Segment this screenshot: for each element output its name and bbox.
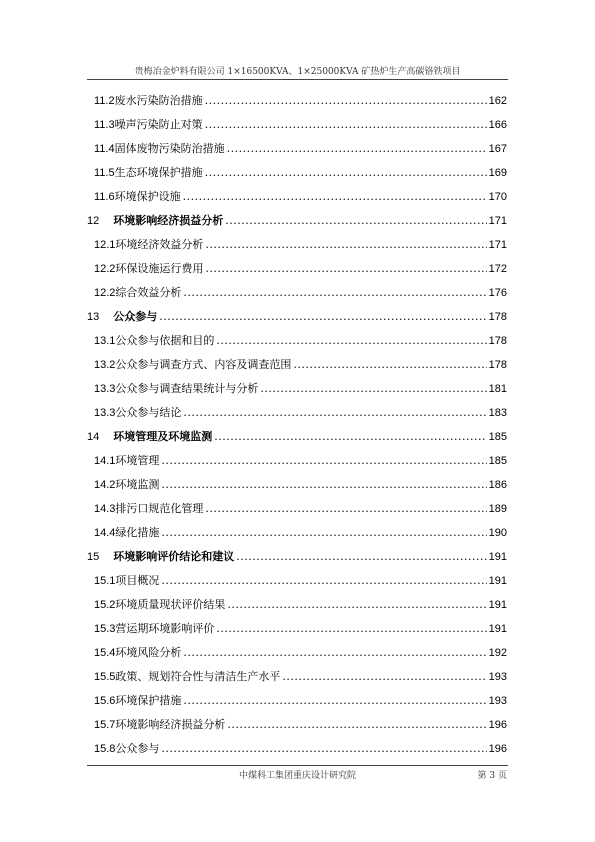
toc-entry-title: 噪声污染防止对策 <box>114 118 203 131</box>
toc-entry-page: 167 <box>488 143 507 155</box>
toc-entry-title: 环境风险分析 <box>115 646 182 659</box>
toc-dot-leader <box>205 257 486 281</box>
toc-dot-leader <box>216 617 486 641</box>
toc-entry-title: 环境保护设施 <box>114 190 181 203</box>
toc-entry-number: 15.8 <box>94 743 116 755</box>
toc-entry-title: 环境监测 <box>115 478 160 491</box>
toc-entry-number: 12.1 <box>94 239 116 251</box>
toc-entry[interactable] <box>87 425 507 449</box>
toc-entry-number: 14.2 <box>94 479 116 491</box>
toc-dot-leader <box>183 689 486 713</box>
toc-entry-number: 13 <box>87 311 100 323</box>
toc-dot-leader <box>293 353 486 377</box>
toc-dot-leader <box>183 641 486 665</box>
toc-entry-page: 191 <box>488 575 507 587</box>
toc-dot-leader <box>205 233 486 257</box>
toc-entry-number: 15.5 <box>94 671 116 683</box>
toc-dot-leader <box>161 569 486 593</box>
toc-entry[interactable] <box>87 449 507 473</box>
toc-entry-page: 171 <box>488 239 507 251</box>
toc-entry[interactable] <box>87 713 507 737</box>
toc-entry-title: 公众参与调查方式、内容及调查范围 <box>115 358 292 371</box>
toc-entry-number: 15.1 <box>94 575 116 587</box>
toc-entry-number: 11.4 <box>94 143 115 155</box>
toc-entry-number: 11.6 <box>94 191 115 203</box>
toc-entry-title: 综合效益分析 <box>115 286 182 299</box>
toc-dot-leader <box>159 305 486 329</box>
toc-entry[interactable] <box>87 521 507 545</box>
toc-entry-page: 191 <box>488 623 507 635</box>
toc-entry-number: 13.1 <box>94 335 116 347</box>
toc-entry[interactable] <box>87 353 507 377</box>
toc-entry-number: 12.2 <box>94 263 116 275</box>
toc-entry-page: 178 <box>488 359 507 371</box>
toc-entry-title: 废水污染防治措施 <box>114 94 203 107</box>
toc-dot-leader <box>205 113 487 137</box>
toc-entry[interactable] <box>87 569 507 593</box>
toc-dot-leader <box>205 497 486 521</box>
toc-dot-leader <box>214 425 486 449</box>
toc-entry-page: 189 <box>488 503 507 515</box>
toc-entry-title: 公众参与调查结果统计与分析 <box>115 382 259 395</box>
toc-dot-leader <box>227 137 487 161</box>
toc-entry-title: 营运期环境影响评价 <box>115 622 215 635</box>
toc-entry-number: 15.2 <box>94 599 116 611</box>
toc-entry-page: 193 <box>488 695 507 707</box>
toc-entry-page: 191 <box>488 599 507 611</box>
toc-entry[interactable] <box>87 305 507 329</box>
toc-entry-page: 169 <box>488 167 507 179</box>
toc-entry-page: 185 <box>488 431 507 443</box>
toc-entry[interactable] <box>87 665 507 689</box>
toc-entry-number: 12 <box>87 215 100 227</box>
toc-dot-leader <box>216 329 486 353</box>
toc-entry-number: 11.3 <box>94 119 115 131</box>
toc-entry[interactable] <box>87 617 507 641</box>
toc-entry-number: 11.5 <box>94 167 115 179</box>
toc-dot-leader <box>161 521 486 545</box>
toc-entry[interactable] <box>87 89 507 113</box>
toc-entry-number: 15.4 <box>94 647 116 659</box>
toc-entry[interactable] <box>87 545 507 569</box>
toc-entry[interactable] <box>87 161 507 185</box>
toc-entry-number: 14.4 <box>94 527 116 539</box>
toc-entry[interactable] <box>87 473 507 497</box>
toc-entry-title: 排污口规范化管理 <box>115 502 204 515</box>
toc-entry-page: 162 <box>488 95 507 107</box>
toc-entry-title: 生态环境保护措施 <box>114 166 203 179</box>
toc-entry-page: 170 <box>488 191 507 203</box>
toc-entry[interactable] <box>87 113 507 137</box>
toc-entry-number: 11.2 <box>94 95 115 107</box>
toc-entry-page: 186 <box>488 479 507 491</box>
toc-entry-title: 环境影响经济损益分析 <box>115 718 226 731</box>
toc-dot-leader <box>260 377 486 401</box>
toc-entry-number: 13.3 <box>94 383 116 395</box>
toc-entry[interactable] <box>87 209 507 233</box>
toc-entry-number: 15 <box>87 551 100 563</box>
toc-entry-title: 项目概况 <box>115 574 160 587</box>
toc-dot-leader <box>183 281 486 305</box>
toc-dot-leader <box>161 449 486 473</box>
toc-entry[interactable] <box>87 641 507 665</box>
toc-entry-number: 14.3 <box>94 503 116 515</box>
toc-entry-title: 绿化措施 <box>115 526 160 539</box>
toc-dot-leader <box>205 89 487 113</box>
toc-entry[interactable] <box>87 593 507 617</box>
toc-entry[interactable] <box>87 377 507 401</box>
toc-dot-leader <box>236 545 486 569</box>
toc-entry[interactable] <box>87 257 507 281</box>
toc-entry[interactable] <box>87 689 507 713</box>
toc-entry[interactable] <box>87 281 507 305</box>
toc-entry-title: 环境管理 <box>115 454 160 467</box>
toc-entry-number: 14.1 <box>94 455 116 467</box>
toc-entry[interactable] <box>87 233 507 257</box>
footer-divider <box>87 765 508 766</box>
toc-entry-number: 13.2 <box>94 359 116 371</box>
page-header: 贵梅冶金炉料有限公司 1×16500KVA、1×25000KVA 矿热炉生产高碳铬铁项目 <box>134 67 461 77</box>
toc-entry-page: 191 <box>488 551 507 563</box>
toc-entry-page: 178 <box>488 335 507 347</box>
toc-entry-title: 环境影响经济损益分析 <box>113 214 224 227</box>
toc-entry-page: 196 <box>488 719 507 731</box>
table-of-contents <box>87 89 507 761</box>
toc-entry-number: 15.6 <box>94 695 116 707</box>
toc-entry-page: 176 <box>488 287 507 299</box>
toc-entry-page: 193 <box>488 671 507 683</box>
footer-organization: 中煤科工集团重庆设计研究院 <box>238 771 356 781</box>
toc-entry-page: 178 <box>488 311 507 323</box>
toc-entry[interactable] <box>87 401 507 425</box>
toc-dot-leader <box>225 209 486 233</box>
toc-entry-page: 196 <box>488 743 507 755</box>
toc-entry-number: 15.7 <box>94 719 116 731</box>
toc-dot-leader <box>227 713 486 737</box>
toc-entry-page: 166 <box>488 119 507 131</box>
toc-entry-page: 181 <box>488 383 507 395</box>
toc-dot-leader <box>183 401 486 425</box>
toc-entry-page: 183 <box>488 407 507 419</box>
toc-entry-title: 环境质量现状评价结果 <box>115 598 226 611</box>
toc-entry-number: 14 <box>87 431 100 443</box>
header-divider <box>87 79 508 80</box>
toc-entry-page: 172 <box>488 263 507 275</box>
toc-entry-page: 185 <box>488 455 507 467</box>
toc-entry-title: 公众参与依据和目的 <box>115 334 215 347</box>
toc-entry-title: 环境经济效益分析 <box>115 238 204 251</box>
toc-entry-title: 环境保护措施 <box>115 694 182 707</box>
footer-page-number: 第 3 页 <box>477 771 507 781</box>
toc-entry-title: 环保设施运行费用 <box>115 262 204 275</box>
toc-entry[interactable] <box>87 185 507 209</box>
toc-entry-page: 192 <box>488 647 507 659</box>
toc-dot-leader <box>205 161 487 185</box>
toc-entry-number: 15.3 <box>94 623 116 635</box>
toc-entry-title: 公众参与 <box>115 742 160 755</box>
toc-entry-title: 固体废物污染防治措施 <box>114 142 225 155</box>
toc-entry-page: 190 <box>488 527 507 539</box>
toc-dot-leader <box>161 473 486 497</box>
toc-dot-leader <box>282 665 486 689</box>
toc-entry-number: 12.2 <box>94 287 116 299</box>
toc-entry-number: 13.3 <box>94 407 116 419</box>
toc-entry-title: 环境影响评价结论和建议 <box>113 550 235 563</box>
toc-entry[interactable] <box>87 329 507 353</box>
toc-entry-title: 环境管理及环境监测 <box>113 430 213 443</box>
toc-entry-page: 171 <box>488 215 507 227</box>
toc-dot-leader <box>183 185 487 209</box>
toc-dot-leader <box>161 737 486 761</box>
toc-entry[interactable] <box>87 137 507 161</box>
toc-entry-title: 政策、规划符合性与清洁生产水平 <box>115 670 281 683</box>
toc-dot-leader <box>227 593 486 617</box>
toc-entry[interactable] <box>87 497 507 521</box>
toc-entry[interactable] <box>87 737 507 761</box>
toc-entry-title: 公众参与 <box>113 310 158 323</box>
toc-entry-title: 公众参与结论 <box>115 406 182 419</box>
